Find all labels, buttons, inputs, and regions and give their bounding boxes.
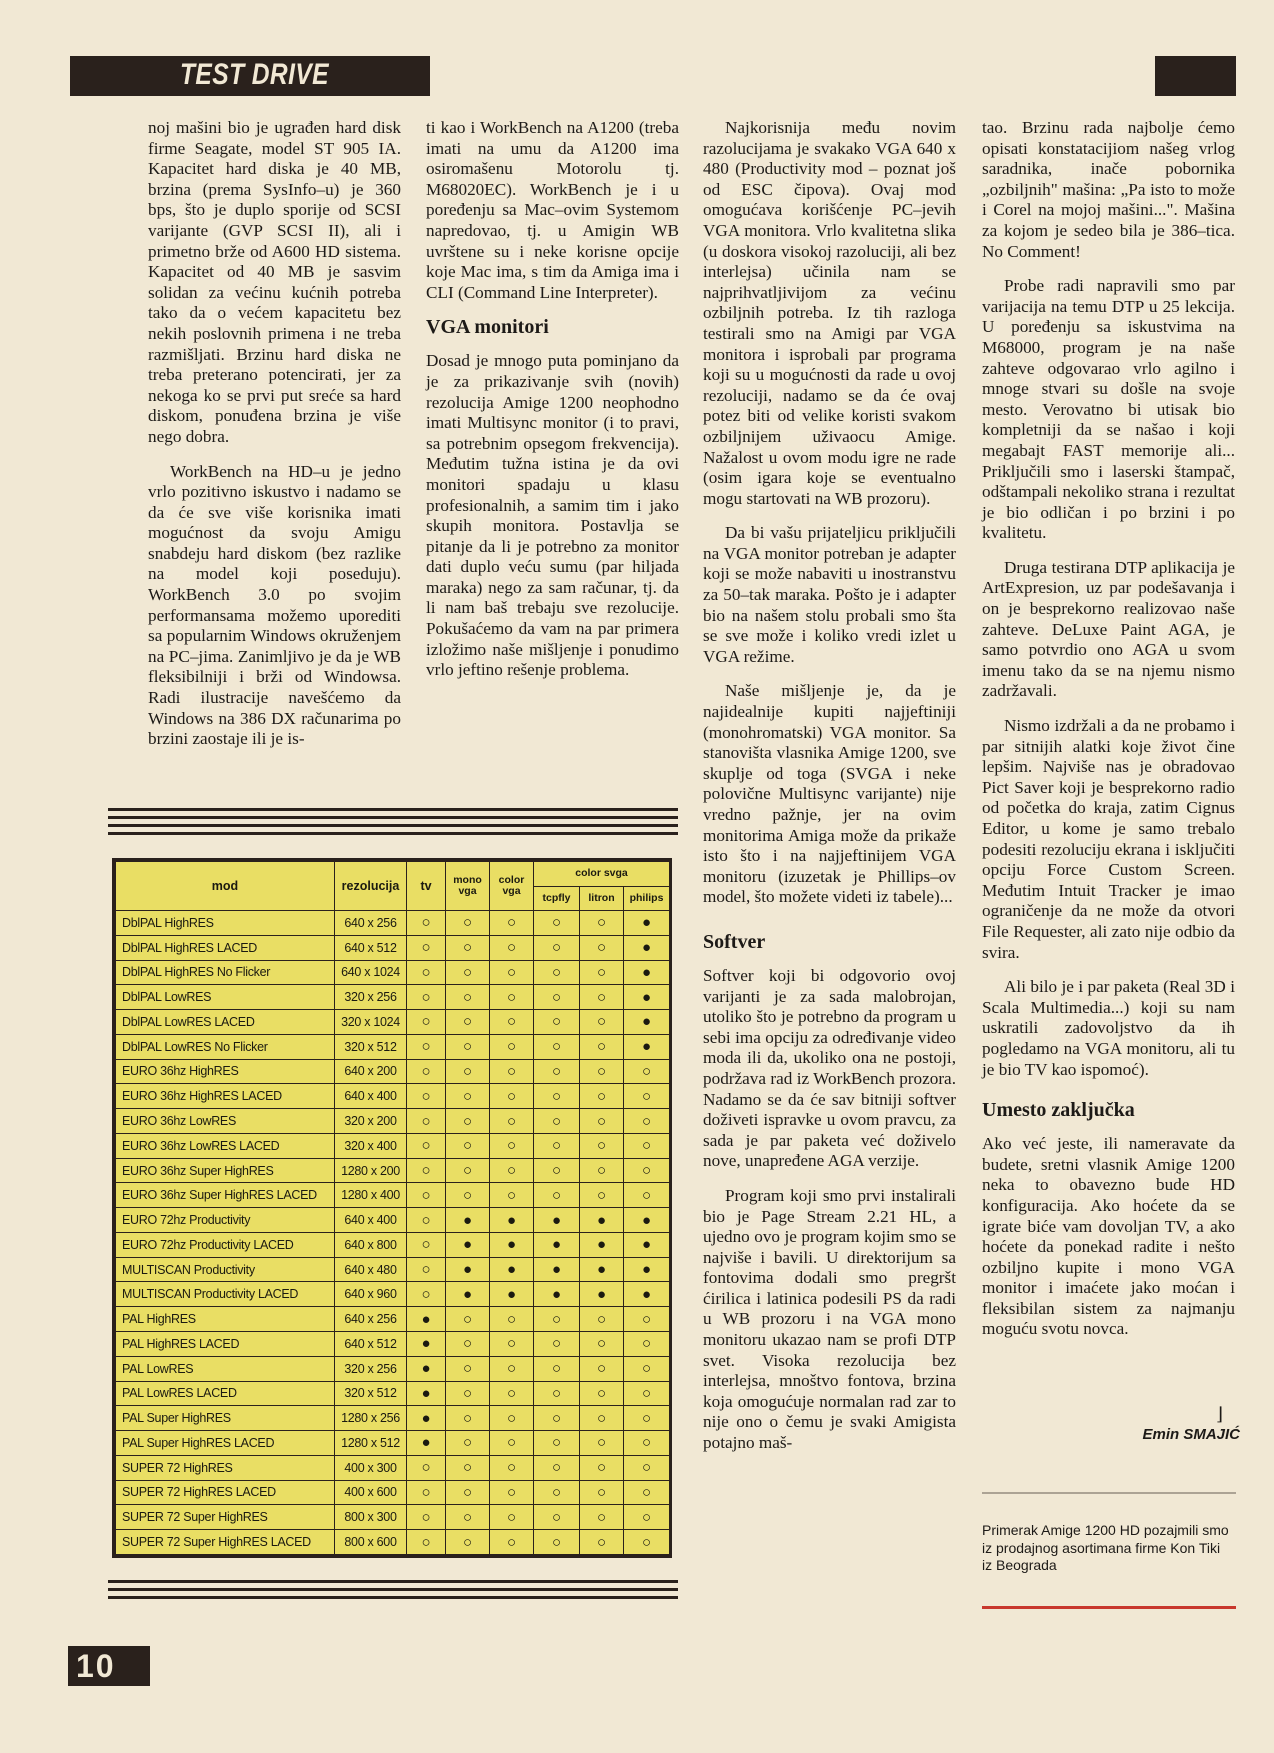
mode-resolution: 640 x 960 xyxy=(335,1282,407,1307)
unsupported-circle-icon: ○ xyxy=(446,1183,490,1208)
mode-resolution: 1280 x 200 xyxy=(335,1158,407,1183)
supported-dot-icon: ● xyxy=(624,960,670,985)
unsupported-circle-icon: ○ xyxy=(446,1505,490,1530)
mode-name: PAL Super HighRES LACED xyxy=(116,1431,335,1456)
supported-dot-icon: ● xyxy=(580,1257,624,1282)
author-signature: Emin SMAJIĆ xyxy=(1142,1426,1240,1443)
unsupported-circle-icon: ○ xyxy=(580,1356,624,1381)
col1-paragraph-2: WorkBench na HD–u je jedno vrlo pozitivno iskustvo i nadamo se da će sve više korisnika imati mogućnost da svoju Amigu snabdeju hard diskom (bez razlike na model koji poseduju). WorkBench 3.0 po svojim performansama možemo uporediti sa popularnim Windows okruženjem na PC–jima. Zanimljivo je da je WB fleksibilniji i brži od Windowsa. Radi ilustracije navešćemo da Windows na 386 DX računarima po brzini zaostaje ili je is- xyxy=(148,461,401,749)
unsupported-circle-icon: ○ xyxy=(446,1455,490,1480)
unsupported-circle-icon: ○ xyxy=(490,911,534,936)
supported-dot-icon: ● xyxy=(446,1208,490,1233)
mode-resolution: 320 x 400 xyxy=(335,1133,407,1158)
supported-dot-icon: ● xyxy=(534,1208,580,1233)
table-row xyxy=(116,1431,670,1456)
unsupported-circle-icon: ○ xyxy=(490,1109,534,1134)
header-tv: tv xyxy=(407,862,446,911)
unsupported-circle-icon: ○ xyxy=(446,1059,490,1084)
unsupported-circle-icon: ○ xyxy=(407,1034,446,1059)
mode-name: EURO 36hz Super HighRES LACED xyxy=(116,1183,335,1208)
mode-name: PAL Super HighRES xyxy=(116,1406,335,1431)
note-rule-bottom xyxy=(982,1606,1236,1609)
supported-dot-icon: ● xyxy=(407,1431,446,1456)
mode-resolution: 640 x 800 xyxy=(335,1232,407,1257)
col4-paragraph-6: Ako već jeste, ili nameravate da budete, sretni vlasnik Amige 1200 neka to obavezno bude HD konfiguracija. Ako hoćete da se igrate biće vam dovoljan TV, a ako hoćete da ponekad radite i nešto ozbiljno kupite i mono VGA monitor i imaćete jako moćan i fleksibilan sistem za najmanju moguću svotu novca. xyxy=(982,1134,1235,1339)
header-mod: mod xyxy=(116,862,335,911)
unsupported-circle-icon: ○ xyxy=(580,1530,624,1555)
table-row xyxy=(116,1183,670,1208)
mode-name: EURO 36hz Super HighRES xyxy=(116,1158,335,1183)
unsupported-circle-icon: ○ xyxy=(534,960,580,985)
unsupported-circle-icon: ○ xyxy=(534,1381,580,1406)
table-row xyxy=(116,911,670,936)
mode-name: SUPER 72 Super HighRES LACED xyxy=(116,1530,335,1555)
mode-name: MULTISCAN Productivity LACED xyxy=(116,1282,335,1307)
unsupported-circle-icon: ○ xyxy=(490,1133,534,1158)
mode-name: DblPAL HighRES No Flicker xyxy=(116,960,335,985)
unsupported-circle-icon: ○ xyxy=(407,911,446,936)
unsupported-circle-icon: ○ xyxy=(580,911,624,936)
supported-dot-icon: ● xyxy=(534,1282,580,1307)
unsupported-circle-icon: ○ xyxy=(580,1034,624,1059)
mode-name: MULTISCAN Productivity xyxy=(116,1257,335,1282)
unsupported-circle-icon: ○ xyxy=(534,1505,580,1530)
unsupported-circle-icon: ○ xyxy=(580,1010,624,1035)
header-block-right xyxy=(1155,56,1236,96)
column-4 xyxy=(982,118,1235,1340)
unsupported-circle-icon: ○ xyxy=(580,1084,624,1109)
unsupported-circle-icon: ○ xyxy=(446,1332,490,1357)
unsupported-circle-icon: ○ xyxy=(446,1109,490,1134)
table-row xyxy=(116,1208,670,1233)
unsupported-circle-icon: ○ xyxy=(624,1455,670,1480)
header-tcpfly: tcpfly xyxy=(534,886,580,911)
unsupported-circle-icon: ○ xyxy=(490,985,534,1010)
col2-paragraph-2: Dosad je mnogo puta pominjano da je za prikazivanje svih (novih) rezolucija Amige 1200 neophodno imati Multisync monitor (i to pravi, sa potrebnim opsegom frekvencija). Međutim tužna istina je da ovi monitori spadaju u klasu profesionalnih, a samim tim i jako skupih monitora. Postavlja se pitanje da li je potrebno za monitor dati duplo veću sumu (par hiljada maraka) nego za sam računar, tj. da li nam baš trebaju sve rezolucije. Pokušaćemo da vam na par primera izložimo naše mišljenje i ponudimo vrlo jeftino rešenje problema. xyxy=(426,351,679,680)
mode-resolution: 640 x 512 xyxy=(335,1332,407,1357)
unsupported-circle-icon: ○ xyxy=(624,1530,670,1555)
header-rezolucija: rezolucija xyxy=(335,862,407,911)
supported-dot-icon: ● xyxy=(580,1282,624,1307)
unsupported-circle-icon: ○ xyxy=(534,1059,580,1084)
note-rule-top xyxy=(982,1492,1236,1494)
unsupported-circle-icon: ○ xyxy=(490,1158,534,1183)
unsupported-circle-icon: ○ xyxy=(446,960,490,985)
unsupported-circle-icon: ○ xyxy=(407,985,446,1010)
supported-dot-icon: ● xyxy=(490,1232,534,1257)
table-row xyxy=(116,1455,670,1480)
col3-paragraph-5: Program koji smo prvi instalirali bio je Page Stream 2.21 HL, a ujedno ovo je program kojim smo se najviše i bavili. U direktorijum sa fontovima dodali smo pregršt ćirilica i latinica podesili PS da radi u WB prozoru i na VGA mono monitoru ukazao nam se profi DTP svet. Visoka rezolucija bez interlejsa, mnoštvo fontova, brzina koja omogućuje normalan rad zar to nije ono o čemu je svaki Amigista potajno maš- xyxy=(703,1185,956,1453)
unsupported-circle-icon: ○ xyxy=(580,1109,624,1134)
col3-paragraph-3: Naše mišljenje je, da je najidealnije kupiti najjeftiniji (monohromatski) VGA monitor. Sa stanovišta vlasnika Amige 1200, sve skuplje od toga (SVGA i neke polovične Multisync varijante) nije vredno pažnje, jer na ovim monitorima Amiga može da prikaže isto što i na najjeftinijem VGA monitoru (izuzetak je Phillips–ov model, što možete videti iz tabele)... xyxy=(703,681,956,907)
supported-dot-icon: ● xyxy=(624,985,670,1010)
supported-dot-icon: ● xyxy=(407,1332,446,1357)
unsupported-circle-icon: ○ xyxy=(490,1406,534,1431)
column-2 xyxy=(426,118,679,681)
mode-name: DblPAL HighRES xyxy=(116,911,335,936)
mode-name: SUPER 72 HighRES LACED xyxy=(116,1480,335,1505)
supported-dot-icon: ● xyxy=(490,1282,534,1307)
unsupported-circle-icon: ○ xyxy=(624,1381,670,1406)
mode-resolution: 320 x 512 xyxy=(335,1034,407,1059)
heading-softver: Softver xyxy=(703,930,766,953)
mode-resolution: 640 x 400 xyxy=(335,1208,407,1233)
unsupported-circle-icon: ○ xyxy=(580,985,624,1010)
unsupported-circle-icon: ○ xyxy=(624,1505,670,1530)
video-modes-table xyxy=(115,861,670,1555)
mode-name: DblPAL HighRES LACED xyxy=(116,935,335,960)
mode-resolution: 1280 x 512 xyxy=(335,1431,407,1456)
unsupported-circle-icon: ○ xyxy=(534,935,580,960)
mode-resolution: 1280 x 256 xyxy=(335,1406,407,1431)
unsupported-circle-icon: ○ xyxy=(490,1034,534,1059)
unsupported-circle-icon: ○ xyxy=(624,1059,670,1084)
table-row xyxy=(116,1084,670,1109)
supported-dot-icon: ● xyxy=(580,1208,624,1233)
mode-resolution: 320 x 200 xyxy=(335,1109,407,1134)
unsupported-circle-icon: ○ xyxy=(407,1530,446,1555)
unsupported-circle-icon: ○ xyxy=(534,985,580,1010)
unsupported-circle-icon: ○ xyxy=(446,911,490,936)
unsupported-circle-icon: ○ xyxy=(580,1505,624,1530)
unsupported-circle-icon: ○ xyxy=(490,1455,534,1480)
unsupported-circle-icon: ○ xyxy=(407,1059,446,1084)
decorative-stripes-bottom xyxy=(108,1580,678,1610)
table-row xyxy=(116,1530,670,1555)
column-1 xyxy=(148,118,401,750)
col2-paragraph-1: ti kao i WorkBench na A1200 (treba imati na umu da A1200 ima osiromašenu Motorolu tj. M68020EC). WorkBench je i u poređenju sa Mac–ovim Systemom napredovao, tj. u Amigin WB uvrštene su i neke korisne opcije koje Mac ima, s tim da Amiga ima i CLI (Command Line Interpreter). xyxy=(426,118,679,302)
unsupported-circle-icon: ○ xyxy=(534,1332,580,1357)
table-row xyxy=(116,1406,670,1431)
unsupported-circle-icon: ○ xyxy=(534,1431,580,1456)
unsupported-circle-icon: ○ xyxy=(490,1381,534,1406)
mode-resolution: 640 x 1024 xyxy=(335,960,407,985)
table-row xyxy=(116,985,670,1010)
unsupported-circle-icon: ○ xyxy=(446,1381,490,1406)
unsupported-circle-icon: ○ xyxy=(407,1257,446,1282)
table-row xyxy=(116,1381,670,1406)
unsupported-circle-icon: ○ xyxy=(490,1356,534,1381)
unsupported-circle-icon: ○ xyxy=(534,1158,580,1183)
mode-resolution: 320 x 256 xyxy=(335,985,407,1010)
unsupported-circle-icon: ○ xyxy=(580,1455,624,1480)
unsupported-circle-icon: ○ xyxy=(446,1133,490,1158)
supported-dot-icon: ● xyxy=(624,1208,670,1233)
table-row xyxy=(116,960,670,985)
unsupported-circle-icon: ○ xyxy=(624,1183,670,1208)
unsupported-circle-icon: ○ xyxy=(490,1431,534,1456)
unsupported-circle-icon: ○ xyxy=(407,1232,446,1257)
unsupported-circle-icon: ○ xyxy=(446,1431,490,1456)
supported-dot-icon: ● xyxy=(624,1010,670,1035)
header-litron: litron xyxy=(580,886,624,911)
table-row xyxy=(116,1480,670,1505)
col4-paragraph-5: Ali bilo je i par paketa (Real 3D i Scala Multimedia...) koji su nam uskratili zadovoljstvo da ih pogledamo na VGA monitoru, ali tu je bio TV kao ispomoć). xyxy=(982,977,1235,1079)
mode-resolution: 320 x 1024 xyxy=(335,1010,407,1035)
col3-paragraph-1: Najkorisnija među novim razolucijama je svakako VGA 640 x 480 (Productivity mod – poznat još od ESC čipova). Ovaj mod omogućava korišćenje PC–jevih VGA monitora. Vrlo kvalitetna slika (u doskora visokoj razoluciji, ali bez interlejsa) učinila nam se najprihvatljivijom za većinu ozbiljnih potreba. Iz tih razloga testirali smo na Amigi par VGA monitora i isprobali par programa koji su u mogućnosti da rade u ovoj rezoluciji, nadamo se da će ovaj potez biti od velike koristi svakom ozbiljnijem uživaocu Amige. Nažalost u ovom modu igre ne rade (osim igara koje se eventualno mogu startovati na WB prozoru). xyxy=(703,118,956,508)
unsupported-circle-icon: ○ xyxy=(490,1505,534,1530)
mode-name: EURO 36hz LowRES LACED xyxy=(116,1133,335,1158)
unsupported-circle-icon: ○ xyxy=(490,935,534,960)
unsupported-circle-icon: ○ xyxy=(580,1480,624,1505)
table-row xyxy=(116,1307,670,1332)
supported-dot-icon: ● xyxy=(490,1208,534,1233)
unsupported-circle-icon: ○ xyxy=(446,1010,490,1035)
unsupported-circle-icon: ○ xyxy=(580,1307,624,1332)
table-row xyxy=(116,1034,670,1059)
unsupported-circle-icon: ○ xyxy=(490,1480,534,1505)
supported-dot-icon: ● xyxy=(407,1356,446,1381)
unsupported-circle-icon: ○ xyxy=(624,1307,670,1332)
table-row xyxy=(116,1010,670,1035)
unsupported-circle-icon: ○ xyxy=(407,1282,446,1307)
heading-vga-monitori: VGA monitori xyxy=(426,316,549,339)
unsupported-circle-icon: ○ xyxy=(580,1059,624,1084)
decorative-stripes-top xyxy=(108,808,678,838)
unsupported-circle-icon: ○ xyxy=(490,1332,534,1357)
mode-resolution: 320 x 256 xyxy=(335,1356,407,1381)
unsupported-circle-icon: ○ xyxy=(534,1530,580,1555)
supported-dot-icon: ● xyxy=(407,1406,446,1431)
mode-name: EURO 72hz Productivity xyxy=(116,1208,335,1233)
col1-paragraph-1: noj mašini bio je ugrađen hard disk firme Seagate, model ST 905 IA. Kapacitet hard diska je 40 MB, brzina (prema SysInfo–u) je 360 bps, što je duplo sporije od SCSI varijante (GVP SCSI II), ali i primetno brže od A600 HD sistema. Kapacitet od 40 MB je sasvim solidan za većinu kućnih potreba tako da o većem kapacitetu bez nekih poslovnih primena i ne treba razmišljati. Brzinu hard diska ne treba preterano potencirati, jer za nekoga ko se prvi put sreće sa hard diskom, ponuđena brzina je više nego dobra. xyxy=(148,118,401,446)
unsupported-circle-icon: ○ xyxy=(580,1431,624,1456)
unsupported-circle-icon: ○ xyxy=(490,960,534,985)
unsupported-circle-icon: ○ xyxy=(534,1010,580,1035)
unsupported-circle-icon: ○ xyxy=(580,960,624,985)
supported-dot-icon: ● xyxy=(446,1282,490,1307)
unsupported-circle-icon: ○ xyxy=(624,1480,670,1505)
unsupported-circle-icon: ○ xyxy=(407,960,446,985)
unsupported-circle-icon: ○ xyxy=(446,1406,490,1431)
unsupported-circle-icon: ○ xyxy=(407,1158,446,1183)
unsupported-circle-icon: ○ xyxy=(534,1356,580,1381)
supported-dot-icon: ● xyxy=(624,1282,670,1307)
supported-dot-icon: ● xyxy=(407,1381,446,1406)
unsupported-circle-icon: ○ xyxy=(624,1356,670,1381)
unsupported-circle-icon: ○ xyxy=(534,1109,580,1134)
unsupported-circle-icon: ○ xyxy=(580,1406,624,1431)
mode-name: EURO 72hz Productivity LACED xyxy=(116,1232,335,1257)
header-philips: philips xyxy=(624,886,670,911)
mode-name: DblPAL LowRES No Flicker xyxy=(116,1034,335,1059)
unsupported-circle-icon: ○ xyxy=(407,1455,446,1480)
column-3 xyxy=(703,118,956,1454)
mode-resolution: 640 x 256 xyxy=(335,1307,407,1332)
unsupported-circle-icon: ○ xyxy=(534,911,580,936)
mode-resolution: 400 x 600 xyxy=(335,1480,407,1505)
table-row xyxy=(116,1332,670,1357)
unsupported-circle-icon: ○ xyxy=(446,1307,490,1332)
unsupported-circle-icon: ○ xyxy=(490,1084,534,1109)
table-row xyxy=(116,1282,670,1307)
mode-name: PAL LowRES LACED xyxy=(116,1381,335,1406)
table-row xyxy=(116,1158,670,1183)
table-row xyxy=(116,1232,670,1257)
mode-name: EURO 36hz HighRES LACED xyxy=(116,1084,335,1109)
unsupported-circle-icon: ○ xyxy=(534,1406,580,1431)
mode-resolution: 320 x 512 xyxy=(335,1381,407,1406)
unsupported-circle-icon: ○ xyxy=(580,1133,624,1158)
supported-dot-icon: ● xyxy=(446,1232,490,1257)
table-row xyxy=(116,1257,670,1282)
col3-paragraph-2: Da bi vašu prijateljicu priključili na VGA monitor potreban je adapter koji se može nabaviti u inostranstvu za 50–tak maraka. Pošto je i adapter bio na našem stolu probali smo šta se sve može i koliko vredi izlet u VGA režime. xyxy=(703,523,956,666)
mode-resolution: 640 x 400 xyxy=(335,1084,407,1109)
supported-dot-icon: ● xyxy=(624,1257,670,1282)
heading-umesto-zakljucka: Umesto zaključka xyxy=(982,1099,1135,1122)
unsupported-circle-icon: ○ xyxy=(534,1480,580,1505)
unsupported-circle-icon: ○ xyxy=(534,1133,580,1158)
supported-dot-icon: ● xyxy=(490,1257,534,1282)
mode-name: EURO 36hz LowRES xyxy=(116,1109,335,1134)
unsupported-circle-icon: ○ xyxy=(624,1406,670,1431)
mode-name: DblPAL LowRES xyxy=(116,985,335,1010)
mode-resolution: 400 x 300 xyxy=(335,1455,407,1480)
table-row xyxy=(116,1356,670,1381)
mode-resolution: 640 x 480 xyxy=(335,1257,407,1282)
unsupported-circle-icon: ○ xyxy=(490,1059,534,1084)
unsupported-circle-icon: ○ xyxy=(407,1183,446,1208)
col4-paragraph-1: tao. Brzinu rada najbolje ćemo opisati konstatacijiom našeg vrlog saradnika, inače pobornika „ozbiljnih" mašina: „Pa isto to može i Corel na mojoj mašini...". Mašina za kojom je sedeo bila je 386–tica. No Comment! xyxy=(982,118,1235,261)
unsupported-circle-icon: ○ xyxy=(407,1109,446,1134)
table-row xyxy=(116,1109,670,1134)
supported-dot-icon: ● xyxy=(624,1034,670,1059)
col3-paragraph-4: Softver koji bi odgovorio ovoj varijanti je za sada malobrojan, utoliko što je potrebno da program u sebi ima opciju za određivanje video moda ili da, ukoliko ona ne postoji, podržava rad iz WorkBench prozora. Nadamo se da će sav bitniji softver doživeti ispravke u ovom pravcu, za sada je par paketa već doživelo nove, unapređene AGA verzije. xyxy=(703,965,956,1171)
header-color-svga: color svga xyxy=(534,862,670,887)
end-mark: ⌋ xyxy=(1216,1404,1224,1424)
unsupported-circle-icon: ○ xyxy=(534,1183,580,1208)
supported-dot-icon: ● xyxy=(624,911,670,936)
unsupported-circle-icon: ○ xyxy=(490,1183,534,1208)
supported-dot-icon: ● xyxy=(580,1232,624,1257)
supported-dot-icon: ● xyxy=(446,1257,490,1282)
mode-name: SUPER 72 Super HighRES xyxy=(116,1505,335,1530)
mode-name: PAL HighRES xyxy=(116,1307,335,1332)
unsupported-circle-icon: ○ xyxy=(407,1133,446,1158)
mode-name: SUPER 72 HighRES xyxy=(116,1455,335,1480)
unsupported-circle-icon: ○ xyxy=(490,1530,534,1555)
mode-resolution: 800 x 300 xyxy=(335,1505,407,1530)
mode-name: DblPAL LowRES LACED xyxy=(116,1010,335,1035)
col4-paragraph-3: Druga testirana DTP aplikacija je ArtExpresion, uz par podešavanja i on je besprekorno realizovao naše zahteve. DeLuxe Paint AGA, je samo potvrdio ono AGA u svom imenu tako da se na njemu nismo zadržavali. xyxy=(982,557,1235,701)
mode-name: PAL HighRES LACED xyxy=(116,1332,335,1357)
unsupported-circle-icon: ○ xyxy=(446,985,490,1010)
unsupported-circle-icon: ○ xyxy=(446,1530,490,1555)
unsupported-circle-icon: ○ xyxy=(580,935,624,960)
table-row xyxy=(116,1505,670,1530)
unsupported-circle-icon: ○ xyxy=(580,1381,624,1406)
unsupported-circle-icon: ○ xyxy=(624,1109,670,1134)
unsupported-circle-icon: ○ xyxy=(407,1505,446,1530)
section-title: TEST DRIVE xyxy=(180,58,329,91)
supported-dot-icon: ● xyxy=(624,935,670,960)
unsupported-circle-icon: ○ xyxy=(624,1158,670,1183)
mode-resolution: 640 x 256 xyxy=(335,911,407,936)
col4-paragraph-4: Nismo izdržali a da ne probamo i par sitnijih alatki koje život čine lepšim. Najviše nas je obradovao Pict Saver koji je besprekorno radio od početka do kraja, zatim Cignus Editor, u kome je samo trebalo podesiti rezoluciju ekrana i isključiti opciju Force Custom Screen. Međutim Intuit Tracker je imao ograničenje da ne može da otvori File Requester, ali zato nije odbio da svira. xyxy=(982,716,1235,962)
table-body xyxy=(116,911,670,1555)
supported-dot-icon: ● xyxy=(534,1257,580,1282)
unsupported-circle-icon: ○ xyxy=(534,1034,580,1059)
unsupported-circle-icon: ○ xyxy=(446,1158,490,1183)
mode-resolution: 640 x 512 xyxy=(335,935,407,960)
unsupported-circle-icon: ○ xyxy=(446,935,490,960)
unsupported-circle-icon: ○ xyxy=(446,1480,490,1505)
unsupported-circle-icon: ○ xyxy=(407,935,446,960)
mode-resolution: 800 x 600 xyxy=(335,1530,407,1555)
unsupported-circle-icon: ○ xyxy=(534,1084,580,1109)
unsupported-circle-icon: ○ xyxy=(446,1356,490,1381)
unsupported-circle-icon: ○ xyxy=(446,1084,490,1109)
unsupported-circle-icon: ○ xyxy=(407,1010,446,1035)
mode-name: EURO 36hz HighRES xyxy=(116,1059,335,1084)
unsupported-circle-icon: ○ xyxy=(624,1084,670,1109)
unsupported-circle-icon: ○ xyxy=(534,1455,580,1480)
unsupported-circle-icon: ○ xyxy=(490,1307,534,1332)
unsupported-circle-icon: ○ xyxy=(580,1332,624,1357)
supported-dot-icon: ● xyxy=(407,1307,446,1332)
header-mono-vga: mono vga xyxy=(446,862,490,911)
unsupported-circle-icon: ○ xyxy=(580,1183,624,1208)
col4-paragraph-2: Probe radi napravili smo par varijacija na temu DTP u 25 lekcija. U poređenju sa iskustvima na M68000, program je na naše zahteve odgovarao vrlo agilno i mnoge stvari su došle na svoje mesto. Verovatno bi utisak bio kompletniji da se našao i koji megabajt FAST memorije ali... Priključili smo i laserski štampač, odštampali nekoliko strana i rezultat je bio odličan i po brzini i po kvalitetu. xyxy=(982,276,1235,543)
unsupported-circle-icon: ○ xyxy=(624,1332,670,1357)
page-number: 10 xyxy=(76,1648,116,1684)
table-row xyxy=(116,935,670,960)
unsupported-circle-icon: ○ xyxy=(534,1307,580,1332)
mode-resolution: 640 x 200 xyxy=(335,1059,407,1084)
supported-dot-icon: ● xyxy=(624,1232,670,1257)
unsupported-circle-icon: ○ xyxy=(407,1208,446,1233)
table-row xyxy=(116,1133,670,1158)
video-modes-table-frame xyxy=(112,858,672,1558)
table-row xyxy=(116,1059,670,1084)
header-color-vga: color vga xyxy=(490,862,534,911)
sidebar-note: Primerak Amige 1200 HD pozajmili smo iz prodajnog asortimana firme Kon Tiki iz Beograda xyxy=(982,1522,1229,1573)
unsupported-circle-icon: ○ xyxy=(580,1158,624,1183)
unsupported-circle-icon: ○ xyxy=(624,1431,670,1456)
mode-name: PAL LowRES xyxy=(116,1356,335,1381)
supported-dot-icon: ● xyxy=(534,1232,580,1257)
unsupported-circle-icon: ○ xyxy=(446,1034,490,1059)
unsupported-circle-icon: ○ xyxy=(490,1010,534,1035)
unsupported-circle-icon: ○ xyxy=(407,1480,446,1505)
unsupported-circle-icon: ○ xyxy=(624,1133,670,1158)
unsupported-circle-icon: ○ xyxy=(407,1084,446,1109)
mode-resolution: 1280 x 400 xyxy=(335,1183,407,1208)
